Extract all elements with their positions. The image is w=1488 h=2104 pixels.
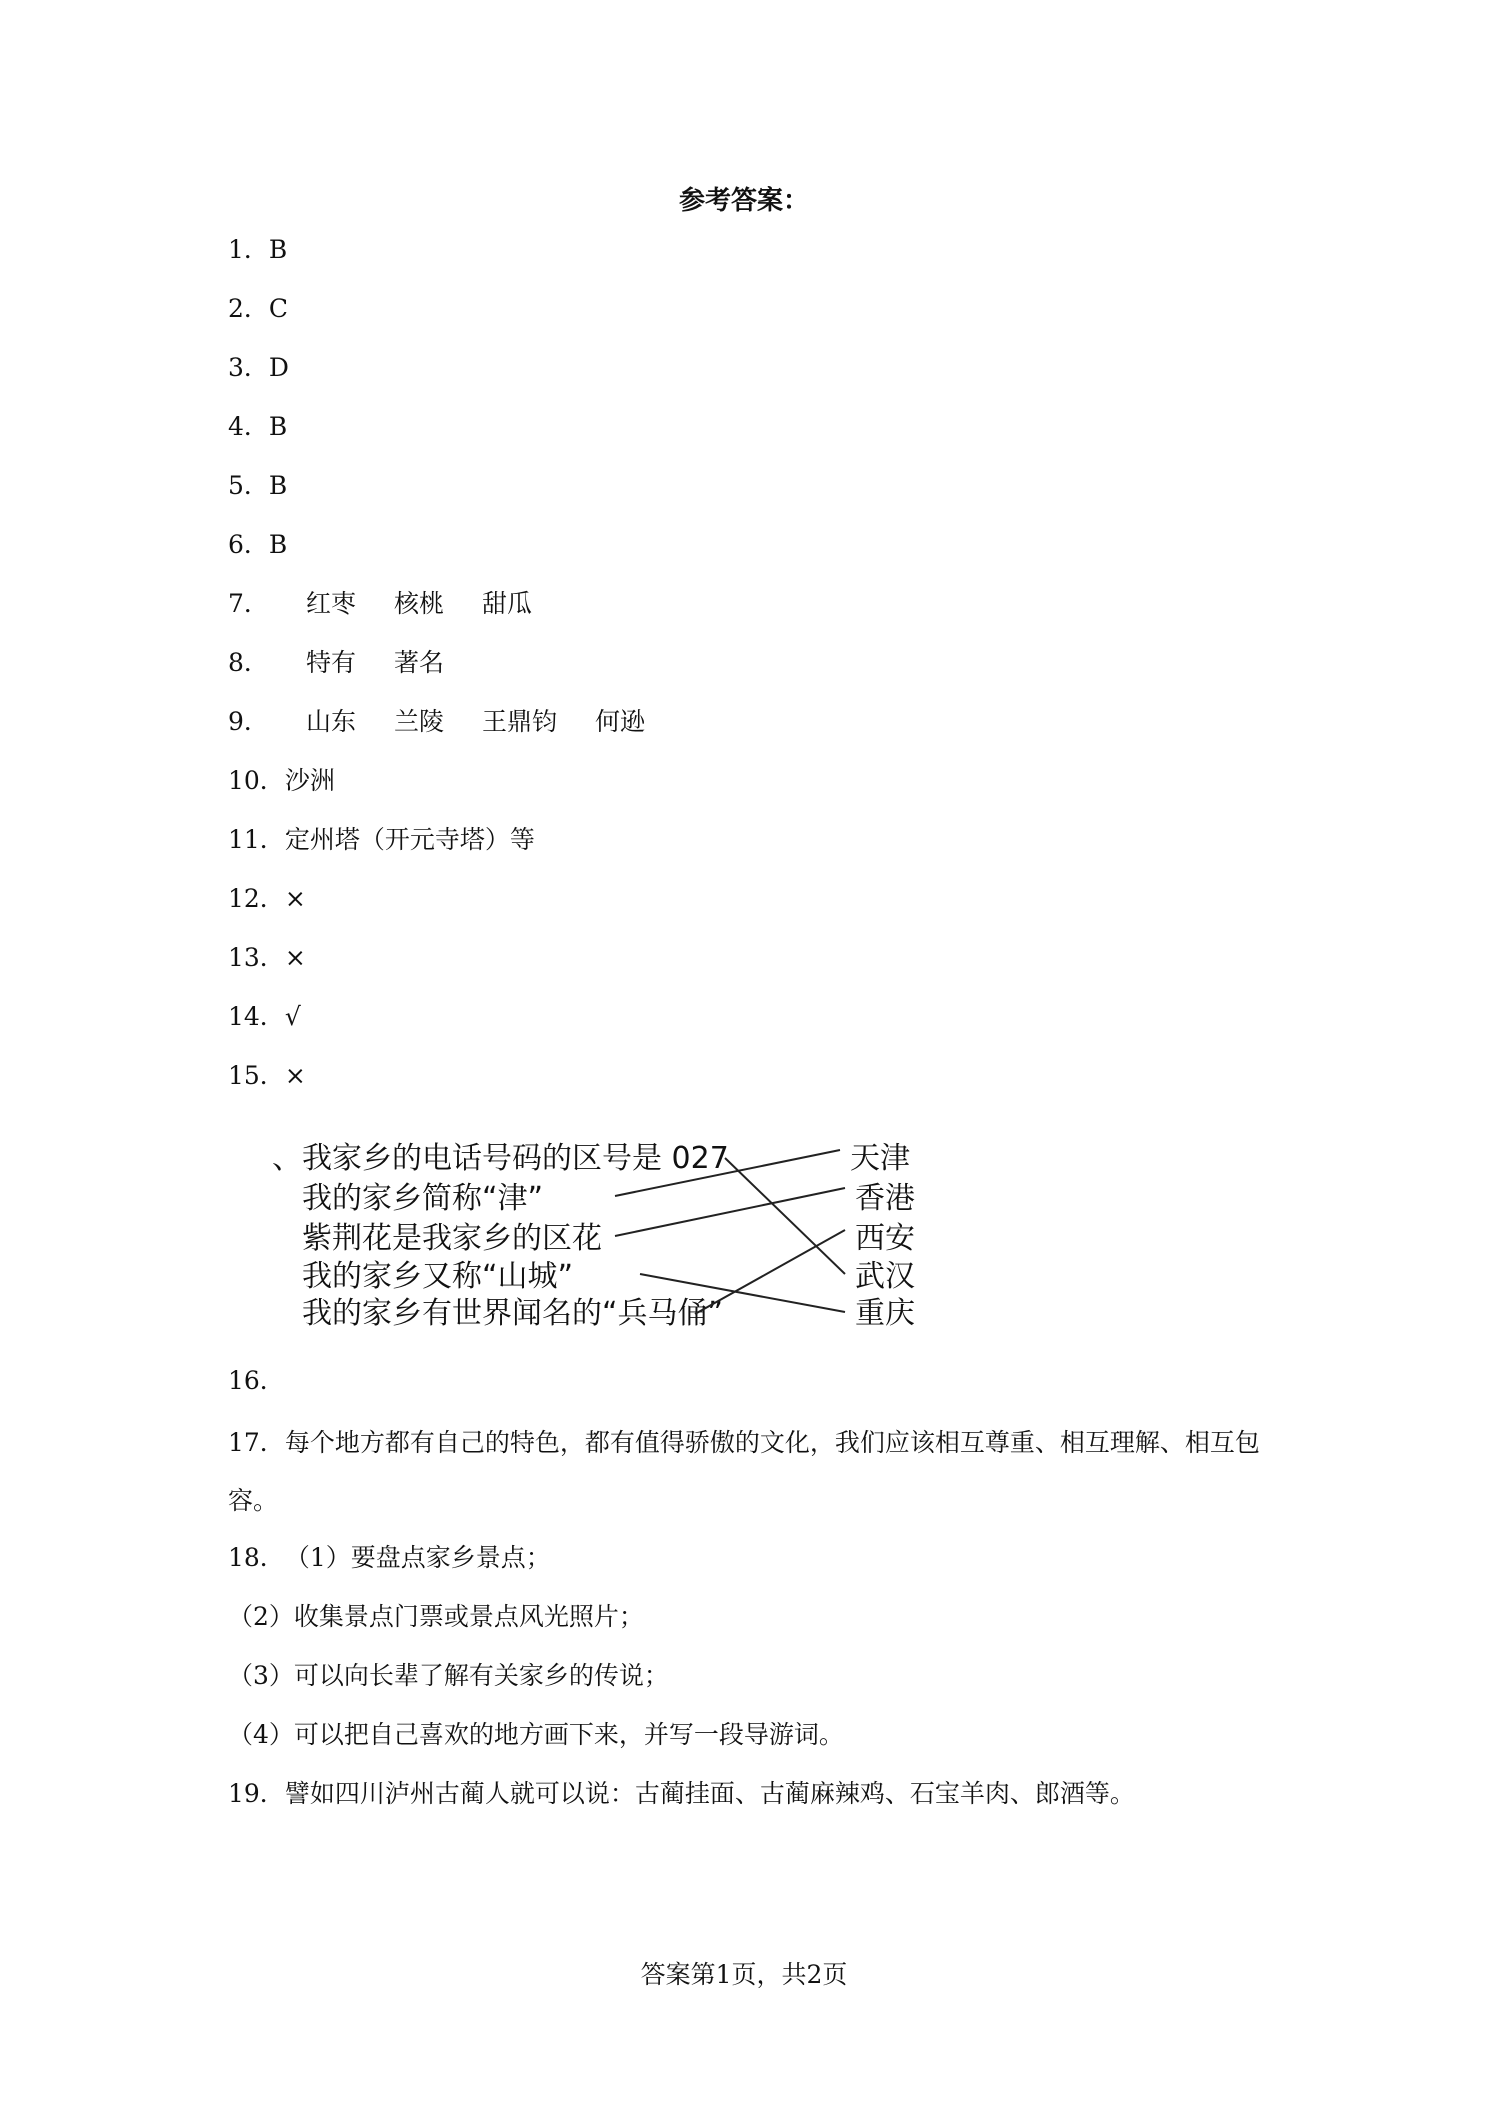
answer-text: （1）要盘点家乡景点； xyxy=(284,1543,551,1572)
matching-right-item: 香港 xyxy=(855,1181,915,1216)
answer-text: （3）可以向长辈了解有关家乡的传说； xyxy=(228,1661,669,1690)
matching-left-item: 我的家乡有世界闻名的“兵马俑” xyxy=(302,1296,724,1328)
answer-line xyxy=(228,822,535,858)
matching-connector-line xyxy=(695,1230,845,1314)
blank-answer: 著名 xyxy=(394,648,445,677)
question-number: 13． xyxy=(228,943,285,972)
question-number: 5． xyxy=(228,471,269,500)
matching-right-item: 武汉 xyxy=(855,1259,915,1294)
question-number: 11． xyxy=(228,825,285,854)
answer-line xyxy=(228,527,287,563)
matching-left-item: 我的家乡又称“山城” xyxy=(302,1259,574,1294)
matching-left-item: 紫荆花是我家乡的区花 xyxy=(302,1221,602,1256)
answer-line xyxy=(228,645,482,681)
answer-line xyxy=(228,1599,644,1635)
answer-text: B xyxy=(268,471,288,500)
answer-text: C xyxy=(268,294,289,323)
blank-answer: 甜瓜 xyxy=(482,589,533,618)
blank-answer: 兰陵 xyxy=(394,707,445,736)
matching-connector-line xyxy=(725,1158,845,1274)
question-number: 1． xyxy=(228,235,269,264)
answer-line xyxy=(228,586,570,622)
question-number: 4． xyxy=(228,412,269,441)
blank-answer: 山东 xyxy=(306,707,357,736)
answer-line xyxy=(228,999,301,1035)
question-number: 9． xyxy=(228,707,269,736)
question-number: 10． xyxy=(228,766,285,795)
answer-line xyxy=(228,350,289,386)
question-number: 16． xyxy=(228,1366,285,1395)
question-number: 18． xyxy=(228,1543,285,1572)
blank-answer: 红枣 xyxy=(306,589,357,618)
question-number: 19． xyxy=(228,1779,285,1808)
matching-right-item: 西安 xyxy=(855,1221,915,1256)
answer-line xyxy=(228,881,306,917)
question-number: 12． xyxy=(228,884,285,913)
answer-line xyxy=(228,409,287,445)
question-number: 2． xyxy=(228,294,269,323)
matching-left-item: 我的家乡简称“津” xyxy=(302,1181,544,1216)
answer-line xyxy=(228,763,335,799)
blank-answer: 王鼎钧 xyxy=(482,707,558,736)
matching-prefix: 、 xyxy=(272,1141,302,1176)
question-number: 15． xyxy=(228,1061,285,1090)
answer-text: （2）收集景点门票或景点风光照片； xyxy=(228,1602,644,1631)
question-number: 8． xyxy=(228,648,269,677)
question-number: 14． xyxy=(228,1002,285,1031)
answer-line xyxy=(228,1540,551,1576)
answer-text: （4）可以把自己喜欢的地方画下来，并写一段导游词。 xyxy=(228,1720,844,1749)
answer-text: 譬如四川泸州古蔺人就可以说：古蔺挂面、古蔺麻辣鸡、石宝羊肉、郎酒等。 xyxy=(284,1779,1135,1808)
matching-right-item: 天津 xyxy=(850,1141,910,1176)
answer-line xyxy=(228,1776,1135,1812)
answer-line xyxy=(228,232,287,268)
question-number: 7． xyxy=(228,589,269,618)
answer-line xyxy=(228,1717,844,1753)
matching-left-item: 我家乡的电话号码的区号是 027 xyxy=(302,1141,729,1176)
answer-text: B xyxy=(268,235,288,264)
page-footer: 答案第1页，共2页 xyxy=(640,1960,848,1989)
answer-line xyxy=(228,1058,306,1094)
blank-answer: 何逊 xyxy=(595,707,646,736)
answer-text: B xyxy=(268,412,288,441)
answer-paragraph xyxy=(228,1414,1268,1530)
answer-line xyxy=(228,704,683,740)
answer-text: 定州塔（开元寺塔）等 xyxy=(284,825,535,854)
page-title: 参考答案： xyxy=(678,186,809,216)
blank-answer: 核桃 xyxy=(394,589,445,618)
answer-text: √ xyxy=(284,1002,301,1031)
answer-text: × xyxy=(284,1061,306,1090)
matching-right-item: 重庆 xyxy=(855,1296,915,1328)
question-number: 6． xyxy=(228,530,269,559)
question-number: 17． xyxy=(228,1428,285,1457)
question-number: 3． xyxy=(228,353,269,382)
answer-line xyxy=(228,291,288,327)
answer-text: D xyxy=(268,353,289,382)
answer-text: 每个地方都有自己的特色，都有值得骄傲的文化，我们应该相互尊重、相互理解、相互包容。 xyxy=(228,1428,1260,1515)
answer-line xyxy=(228,1363,285,1399)
matching-connector-line xyxy=(615,1188,845,1236)
matching-diagram xyxy=(270,1128,930,1328)
answer-line xyxy=(228,940,306,976)
answer-text: × xyxy=(284,884,306,913)
answer-line xyxy=(228,468,287,504)
blank-answer: 特有 xyxy=(306,648,357,677)
answer-line xyxy=(228,1658,669,1694)
answer-text: 沙洲 xyxy=(284,766,335,795)
answer-text: × xyxy=(284,943,306,972)
answer-text: B xyxy=(268,530,288,559)
